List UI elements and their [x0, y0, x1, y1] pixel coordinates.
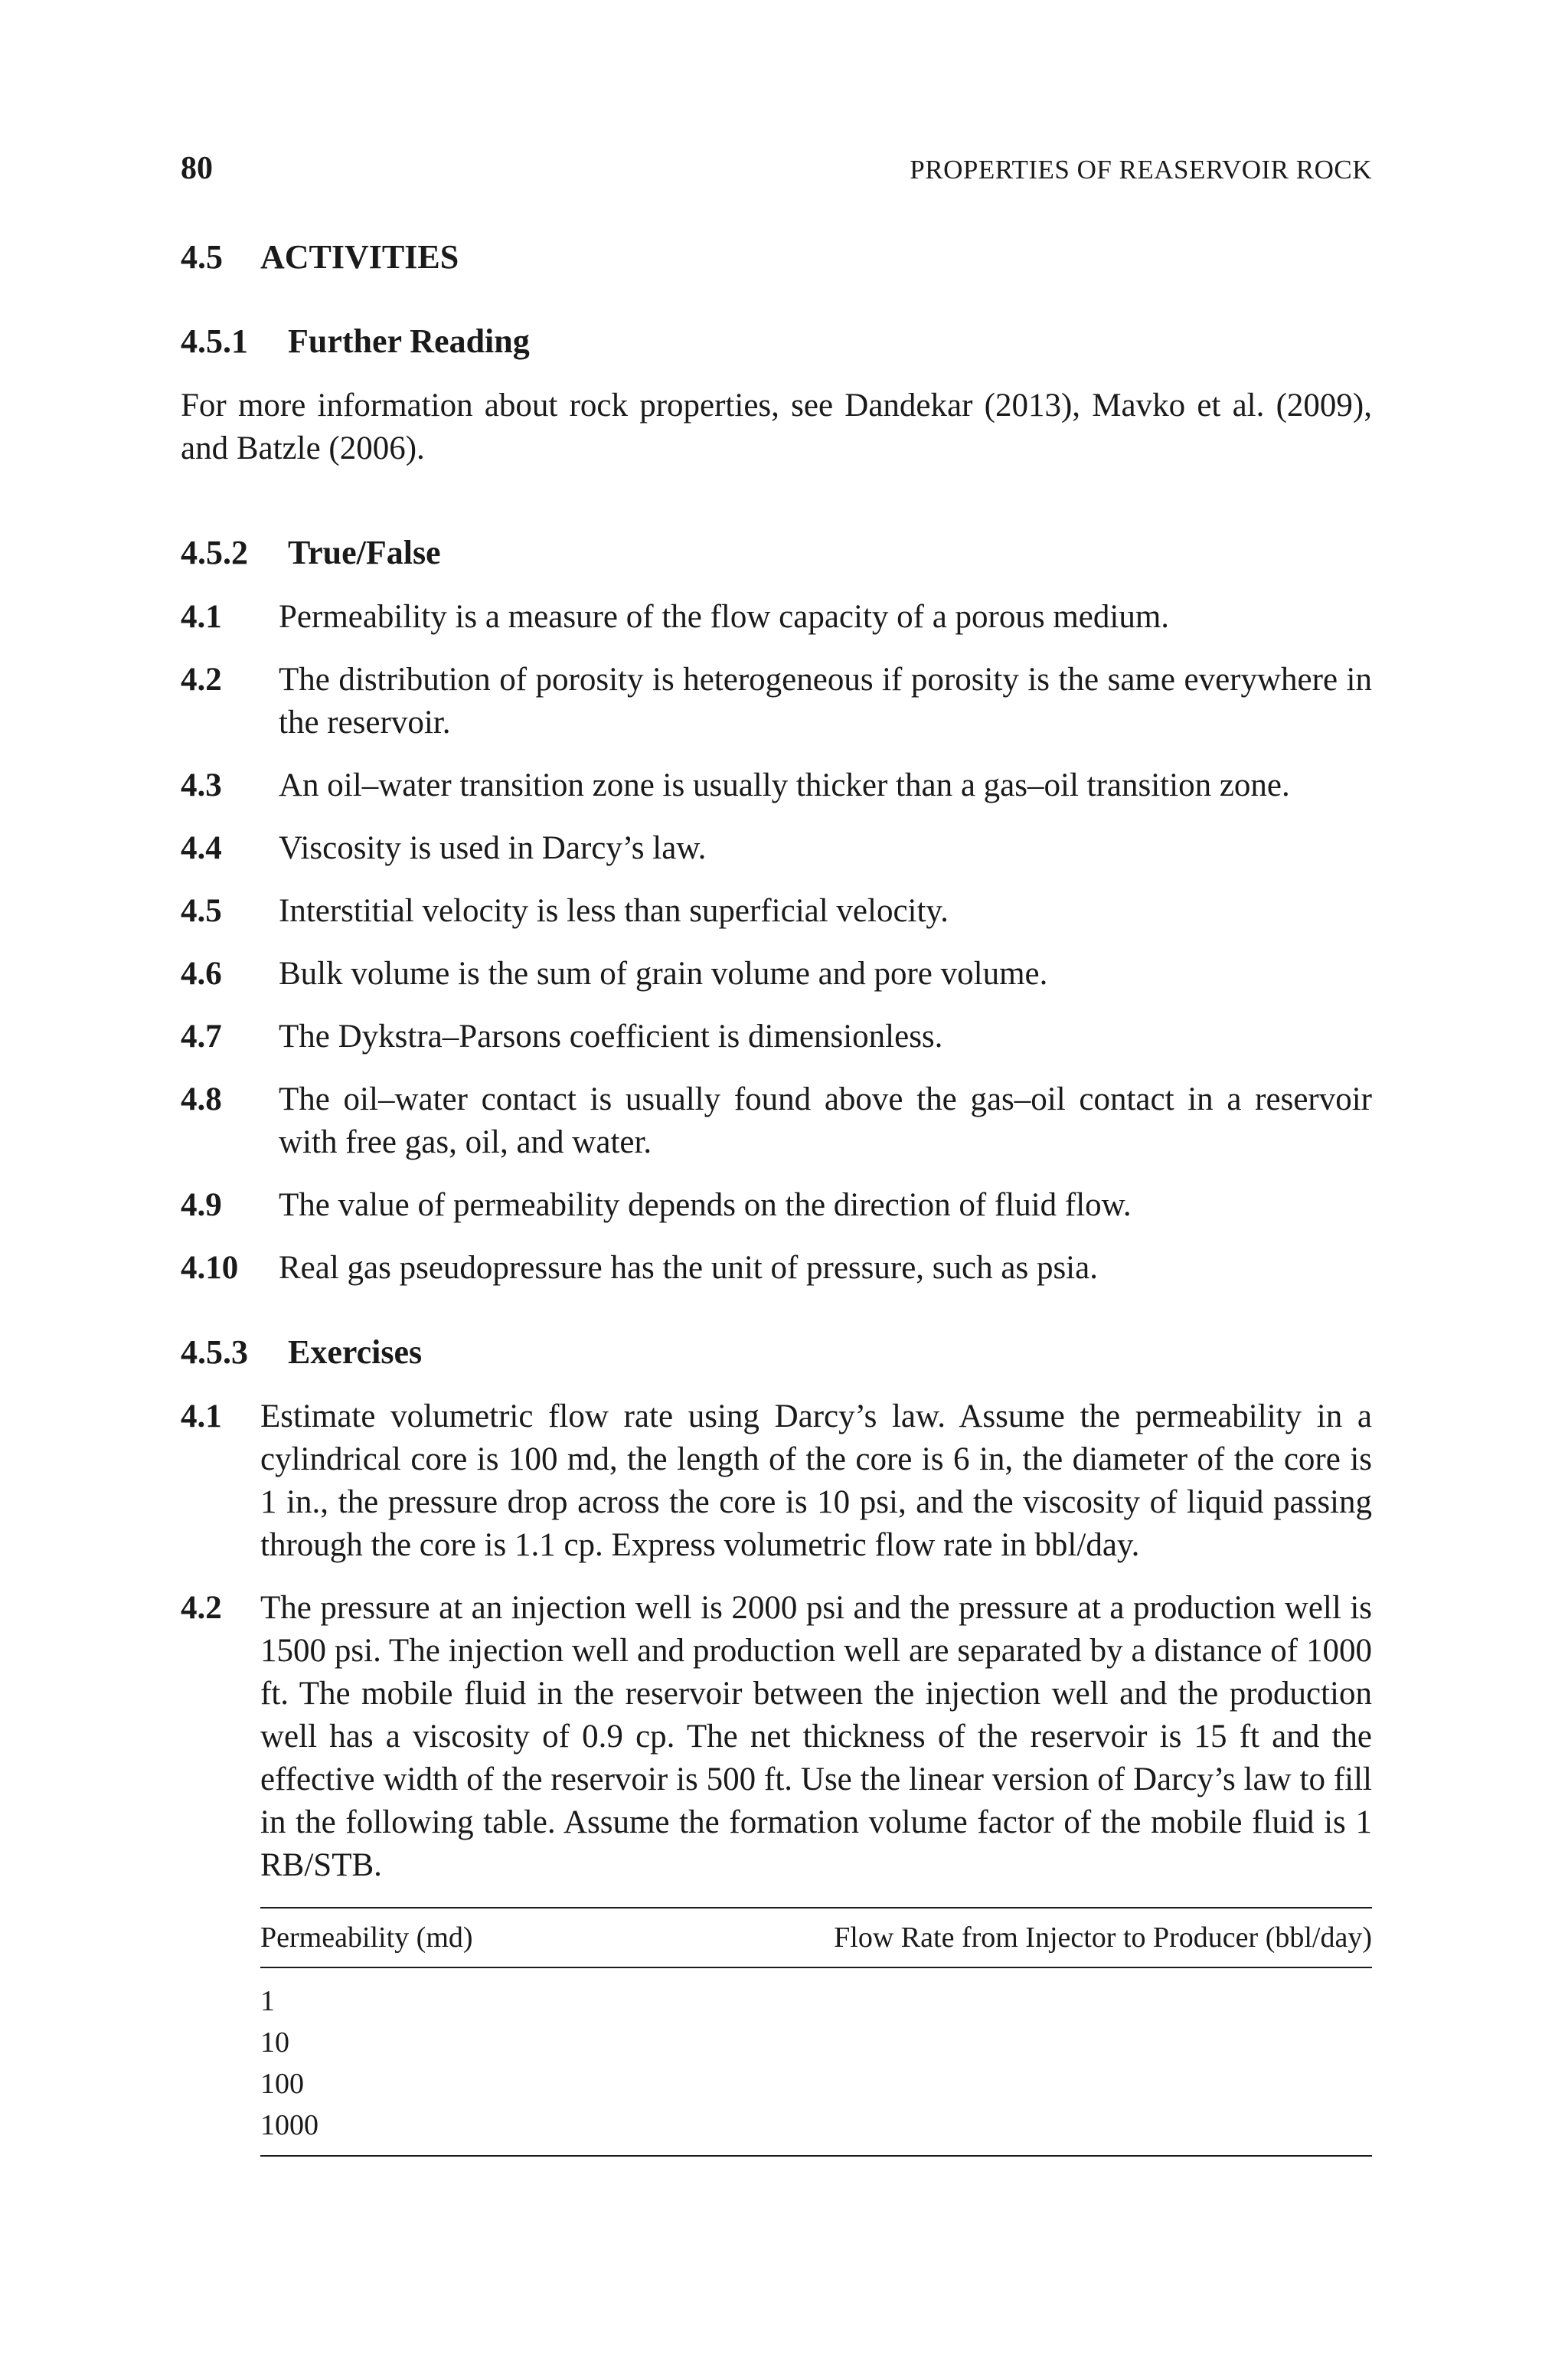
item-number: 4.4: [181, 830, 222, 866]
subsection-title: Exercises: [288, 1333, 423, 1371]
section-title: ACTIVITIES: [260, 238, 459, 276]
item-text: The Dykstra–Parsons coefficient is dimensionless.: [279, 1019, 943, 1055]
true-false-item: [181, 953, 1372, 996]
item-text: Viscosity is used in Darcy’s law.: [279, 830, 707, 866]
item-text: Estimate volumetric flow rate using Darcy’s law. Assume the permeability in a cylindrical core is 100 md, the length of the core is 6 in, the diameter of the core is 1 in., the pressure drop across the core is 10 psi, and the viscosity of liquid passing through the core is 1.1 cp. Express volumetric flow rate in bbl/day.: [260, 1398, 1372, 1563]
true-false-heading: [181, 533, 1372, 572]
running-head: [181, 150, 1372, 196]
item-number: 4.5: [181, 893, 222, 929]
item-number: 4.7: [181, 1019, 222, 1055]
exercise-item: [181, 1587, 1372, 1887]
item-text: The value of permeability depends on the direction of fluid flow.: [279, 1187, 1132, 1223]
true-false-item: [181, 827, 1372, 870]
item-text: An oil–water transition zone is usually thicker than a gas–oil transition zone.: [279, 767, 1290, 803]
page-number: 80: [181, 151, 213, 186]
true-false-item: [181, 1247, 1372, 1290]
table-row: 1000: [260, 2109, 318, 2141]
table-row: 100: [260, 2068, 304, 2100]
subsection-title: True/False: [288, 534, 441, 571]
true-false-item: [181, 659, 1372, 744]
item-number: 4.3: [181, 767, 222, 803]
column-header-flow-rate: Flow Rate from Injector to Producer (bbl/day): [834, 1922, 1372, 1954]
further-reading-paragraph: For more information about rock properties, see Dandekar (2013), Mavko et al. (2009), and Batzle (2006).: [181, 388, 1372, 466]
column-header-permeability: Permeability (md): [260, 1922, 473, 1954]
true-false-item: [181, 890, 1372, 933]
item-number: 4.1: [181, 599, 222, 635]
table-bottom-rule: [260, 2155, 1372, 2157]
subsection-title: Further Reading: [288, 322, 530, 360]
item-number: 4.2: [181, 1590, 222, 1626]
further-reading-heading: [181, 322, 1372, 361]
item-number: 4.9: [181, 1187, 222, 1223]
item-text: The oil–water contact is usually found above the gas–oil contact in a reservoir with free gas, oil, and water.: [279, 1081, 1372, 1160]
item-text: Bulk volume is the sum of grain volume and pore volume.: [279, 956, 1048, 992]
true-false-item: [181, 1078, 1372, 1164]
subsection-number: 4.5.1: [181, 322, 248, 360]
section-number: 4.5: [181, 238, 223, 276]
flow-rate-table: [260, 1907, 1372, 2157]
item-number: 4.10: [181, 1250, 239, 1286]
table-row: 1: [260, 1985, 275, 2017]
true-false-item: [181, 1184, 1372, 1227]
subsection-number: 4.5.3: [181, 1333, 248, 1371]
subsection-number: 4.5.2: [181, 534, 248, 571]
item-text: Interstitial velocity is less than superficial velocity.: [279, 893, 949, 929]
item-text: Permeability is a measure of the flow capacity of a porous medium.: [279, 599, 1170, 635]
table-body: [260, 1968, 1372, 2155]
running-head-title: PROPERTIES OF REASERVOIR ROCK: [910, 155, 1372, 185]
true-false-item: [181, 1016, 1372, 1058]
item-number: 4.2: [181, 662, 222, 698]
section-heading: [181, 237, 1372, 276]
item-number: 4.8: [181, 1081, 222, 1117]
true-false-item: [181, 596, 1372, 639]
item-text: The pressure at an injection well is 2000 psi and the pressure at a production well is 1500 psi. The injection well and production well are separated by a distance of 1000 ft. The mobile fluid in the reservoir between the injection well and the production well has a viscosity of 0.9 cp. The net thickness of the reservoir is 15 ft and the effective width of the reservoir is 500 ft. Use the linear version of Darcy’s law to fill in the following table. Assume the formation volume factor of the mobile fluid is 1 RB/STB.: [260, 1590, 1372, 1883]
table-row: 10: [260, 2026, 289, 2059]
true-false-item: [181, 764, 1372, 807]
exercise-item: [181, 1395, 1372, 1567]
item-text: The distribution of porosity is heterogeneous if porosity is the same everywhere in the reservoir.: [279, 662, 1372, 741]
item-number: 4.6: [181, 956, 222, 992]
item-number: 4.1: [181, 1398, 222, 1434]
item-text: Real gas pseudopressure has the unit of pressure, such as psia.: [279, 1250, 1098, 1286]
table-header-row: [260, 1908, 1372, 1967]
exercises-heading: [181, 1333, 1372, 1372]
